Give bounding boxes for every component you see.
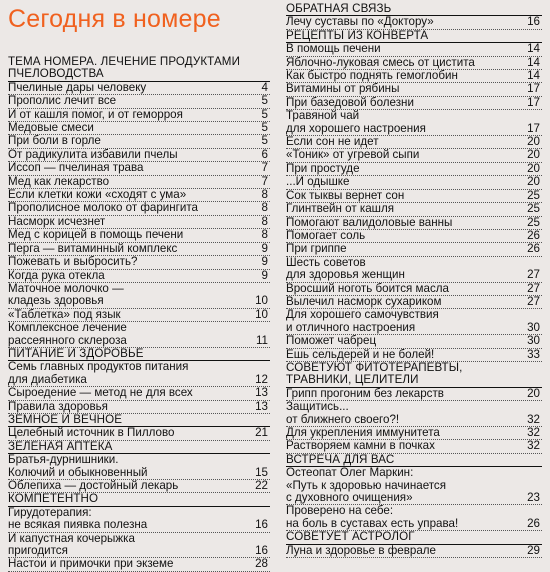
page-number: 33	[527, 347, 540, 361]
entry-title: Глинтвейн от кашля	[286, 202, 395, 216]
entry-title: Мед как лекарство	[8, 174, 110, 188]
entry-title: Целебный источник в Пиллово	[8, 426, 175, 440]
page-number: 16	[255, 518, 268, 532]
section-heading	[286, 3, 542, 16]
contents-entry[interactable]	[286, 70, 542, 83]
contents-entry[interactable]	[8, 361, 270, 387]
entry-title: кладезь здоровья	[8, 294, 104, 308]
section-heading	[8, 493, 270, 506]
entry-title: Яблочно-луковая смесь от цистита	[286, 55, 475, 69]
entry-title: Комплексное лечение	[8, 321, 127, 335]
section-heading-line: СОВЕТУЕТ АСТРОЛОГ	[286, 530, 415, 544]
page-number: 30	[527, 320, 540, 334]
entry-title: Защитись...	[286, 400, 349, 414]
contents-left-column	[8, 0, 270, 572]
entry-title: Шесть советов	[286, 255, 366, 269]
contents-entry[interactable]	[8, 309, 270, 322]
contents-entry[interactable]	[8, 176, 270, 189]
contents-entry[interactable]	[8, 401, 270, 414]
section-heading	[8, 414, 270, 427]
entry-title: Если клетки кожи «сходят с ума»	[8, 188, 187, 202]
entry-title: Растворяем камни в почках	[286, 439, 435, 453]
page-number: 27	[527, 294, 540, 308]
page-number: 6	[261, 147, 268, 161]
section-heading-line: РЕЦЕПТЫ ИЗ КОНВЕРТА	[286, 28, 429, 42]
page-number: 32	[527, 439, 540, 453]
contents-list-left	[8, 56, 270, 572]
entry-title: В помощь печени	[286, 42, 381, 56]
entry-title: для хорошего настроения	[286, 121, 426, 135]
entry-title: Правила здоровья	[8, 399, 108, 413]
entry-title: рассеянного склероза	[8, 333, 127, 347]
section-heading-line: СОВЕТУЮТ ФИТОТЕРАПЕВТЫ,	[286, 360, 463, 374]
entry-title: Настои и примочки при экземе	[8, 557, 174, 571]
contents-entry[interactable]	[286, 230, 542, 243]
entry-title: Если сон не идет	[286, 135, 379, 149]
page-title: Сегодня в номере	[8, 5, 221, 33]
page-number: 10	[255, 307, 268, 321]
contents-list-right	[286, 3, 542, 558]
entry-title: Для укрепления иммунитета	[286, 426, 440, 439]
contents-entry[interactable]	[286, 43, 542, 56]
page-number: 20	[527, 161, 540, 175]
contents-entry[interactable]	[8, 189, 270, 202]
page-number: 14	[527, 69, 540, 83]
contents-entry[interactable]	[8, 480, 270, 493]
page-number: 13	[255, 386, 268, 400]
contents-entry[interactable]	[286, 97, 542, 110]
section-heading	[286, 454, 542, 467]
page-number: 25	[527, 202, 540, 216]
contents-entry[interactable]	[8, 135, 270, 148]
contents-entry[interactable]	[8, 454, 270, 480]
contents-entry[interactable]	[286, 401, 542, 427]
contents-entry[interactable]	[8, 202, 270, 215]
page-number: 30	[527, 334, 540, 348]
contents-entry[interactable]	[286, 349, 542, 362]
entry-title: Для хорошего самочувствия	[286, 308, 439, 322]
entry-title: Луна и здоровье в феврале	[286, 543, 436, 557]
page-number: 7	[261, 174, 268, 188]
contents-entry[interactable]	[8, 243, 270, 256]
contents-entry[interactable]	[8, 162, 270, 175]
page-number: 17	[527, 121, 540, 135]
entry-title: «Путь к здоровью начинается	[286, 478, 447, 492]
contents-entry[interactable]	[286, 203, 542, 216]
entry-title: Прополис лечит все	[8, 94, 117, 108]
page-number: 8	[261, 201, 268, 215]
entry-title: Братья-дурнишники.	[8, 453, 119, 467]
page-number: 5	[261, 107, 268, 121]
contents-entry[interactable]	[8, 387, 270, 400]
section-heading	[286, 531, 542, 544]
contents-entry[interactable]	[8, 283, 270, 309]
entry-title: Вылечил насморк сухариком	[286, 294, 442, 308]
contents-entry[interactable]	[8, 558, 270, 571]
page-number: 16	[527, 15, 540, 29]
entry-title: Иссоп — пчелиная трава	[8, 161, 144, 175]
entry-title: При простуде	[286, 161, 360, 175]
contents-entry[interactable]	[286, 217, 542, 230]
page-number: 28	[255, 557, 268, 571]
entry-title: Проверено на себе:	[286, 504, 394, 518]
entry-title: При боли в горле	[8, 134, 101, 148]
page-number: 8	[261, 214, 268, 228]
entry-title: Витамины от рябины	[286, 82, 400, 96]
page-number: 21	[255, 426, 268, 440]
contents-entry[interactable]	[8, 109, 270, 122]
entry-title: Мед с корицей в помощь печени	[8, 228, 184, 242]
page-number: 20	[527, 148, 540, 162]
entry-title: Остеопат Олег Маркин:	[286, 466, 414, 480]
entry-title: При гриппе	[286, 242, 347, 256]
contents-entry[interactable]	[8, 322, 270, 348]
entry-title: для здоровья женщин	[286, 268, 405, 282]
page-number: 16	[255, 544, 268, 558]
contents-entry[interactable]	[8, 229, 270, 242]
page-number: 20	[527, 175, 540, 189]
section-heading-line: ТЕМА НОМЕРА. ЛЕЧЕНИЕ ПРОДУКТАМИ	[8, 55, 240, 68]
page-number: 22	[255, 479, 268, 492]
page-number: 7	[261, 161, 268, 175]
section-heading-line: ОБРАТНАЯ СВЯЗЬ	[286, 2, 392, 15]
entry-title: «Тоник» от угревой сыпи	[286, 148, 420, 162]
entry-title: При базедовой болезни	[286, 95, 414, 109]
contents-entry[interactable]	[8, 82, 270, 95]
page-number: 4	[261, 80, 268, 94]
entry-title: от ближнего своего?!	[286, 412, 400, 426]
page-number: 32	[527, 426, 540, 439]
contents-entry[interactable]	[286, 427, 542, 440]
page-number: 5	[261, 94, 268, 108]
page-number: 27	[527, 268, 540, 282]
contents-entry[interactable]	[8, 216, 270, 229]
entry-title: Ешь сельдерей и не болей!	[286, 347, 435, 361]
page-number: 20	[527, 386, 540, 400]
page-number: 26	[527, 516, 540, 530]
page-number: 17	[527, 95, 540, 109]
entry-title: Вросший ноготь боится масла	[286, 281, 449, 295]
contents-entry[interactable]	[286, 110, 542, 136]
contents-entry[interactable]	[286, 243, 542, 256]
page-number: 23	[527, 491, 540, 505]
section-heading-line: ЗЕМНОЕ И ВЕЧНОЕ	[8, 412, 123, 426]
section-heading	[8, 441, 270, 454]
entry-title: на боль в суставах есть управа!	[286, 516, 459, 530]
page-number: 26	[527, 242, 540, 256]
contents-entry[interactable]	[286, 136, 542, 149]
entry-title: Пожевать и выбросить?	[8, 255, 138, 269]
page-number: 32	[527, 412, 540, 426]
section-heading-line: ВСТРЕЧА ДЛЯ ВАС	[286, 452, 395, 466]
entry-title: Как быстро поднять гемоглобин	[286, 69, 458, 83]
contents-right-column	[286, 0, 542, 558]
section-heading-line: ПИТАНИЕ И ЗДОРОВЬЕ	[8, 346, 144, 360]
entry-title: Когда рука отекла	[8, 268, 105, 282]
entry-title: От радикулита избавили пчелы	[8, 147, 178, 161]
contents-entry[interactable]	[286, 335, 542, 348]
entry-title: для диабетика	[8, 372, 87, 386]
entry-title: пригодится	[8, 544, 68, 558]
contents-entry[interactable]	[286, 440, 542, 453]
entry-title: Помогает соль	[286, 228, 366, 242]
entry-title: Сыроедение — метод не для всех	[8, 386, 193, 400]
section-heading	[8, 56, 270, 82]
contents-entry[interactable]	[8, 149, 270, 162]
entry-title: И от кашля помог, и от геморроя	[8, 107, 183, 121]
entry-title: Поможет чабрец	[286, 334, 377, 348]
section-heading-line: ЗЕЛЕНАЯ АПТЕКА	[8, 439, 113, 453]
contents-entry[interactable]	[286, 467, 542, 505]
contents-entry[interactable]	[286, 505, 542, 531]
page-number: 15	[255, 465, 268, 479]
entry-title: Насморк исчезнет	[8, 214, 106, 228]
entry-title: с духовного очищения»	[286, 491, 413, 505]
section-heading	[8, 348, 270, 361]
contents-entry[interactable]	[8, 533, 270, 559]
entry-title: «Таблетка» под язык	[8, 307, 121, 321]
contents-entry[interactable]	[8, 507, 270, 533]
contents-entry[interactable]	[286, 309, 542, 335]
entry-title: Перга — витаминный комплекс	[8, 241, 178, 255]
page-number: 29	[527, 543, 540, 557]
entry-title: Маточное молочко —	[8, 281, 124, 295]
entry-title: И капустная кочерыжка	[8, 531, 135, 545]
entry-title: Прополисное молоко от фарингита	[8, 201, 199, 215]
contents-entry[interactable]	[286, 283, 542, 296]
entry-title: Сок тыквы вернет сон	[286, 188, 405, 202]
contents-entry[interactable]	[286, 149, 542, 162]
contents-entry[interactable]	[8, 270, 270, 283]
page-number: 26	[527, 228, 540, 242]
section-heading-line: ТРАВНИКИ, ЦЕЛИТЕЛИ	[286, 373, 419, 387]
page-number: 11	[255, 333, 268, 347]
contents-entry[interactable]	[286, 190, 542, 203]
page-number: 5	[261, 134, 268, 148]
contents-entry[interactable]	[286, 83, 542, 96]
contents-entry[interactable]	[286, 176, 542, 189]
contents-entry[interactable]	[286, 388, 542, 401]
entry-title: Помогают валидоловые ванны	[286, 215, 453, 229]
contents-entry[interactable]	[286, 163, 542, 176]
entry-title: не всякая пиявка полезна	[8, 518, 148, 532]
entry-title: Облепиха — достойный лекарь	[8, 479, 179, 492]
page-number: 8	[261, 228, 268, 242]
contents-entry[interactable]	[286, 57, 542, 70]
entry-title: Лечу суставы по «Доктору»	[286, 15, 434, 29]
section-heading	[286, 30, 542, 43]
contents-entry[interactable]	[8, 427, 270, 440]
entry-title: и отличного настроения	[286, 320, 416, 334]
entry-title: Пчелиные дары человеку	[8, 80, 147, 94]
page-number: 9	[261, 255, 268, 269]
entry-title: ...И одышке	[286, 175, 350, 189]
page-number: 14	[527, 55, 540, 69]
contents-entry[interactable]	[8, 122, 270, 135]
section-heading	[286, 362, 542, 388]
page-number: 20	[527, 135, 540, 149]
entry-title: Колючий и обыкновенный	[8, 465, 148, 479]
page-number: 5	[261, 121, 268, 135]
page-number: 10	[255, 294, 268, 308]
page-number: 17	[527, 82, 540, 96]
section-heading-line: ПЧЕЛОВОДСТВА	[8, 67, 104, 81]
section-heading-line: КОМПЕТЕНТНО	[8, 492, 99, 506]
entry-title: Травяной чай	[286, 109, 360, 123]
contents-entry[interactable]	[286, 296, 542, 309]
entry-title: Семь главных продуктов питания	[8, 360, 189, 374]
entry-title: Грипп прогоним без лекарств	[286, 386, 444, 400]
page-number: 27	[527, 281, 540, 295]
page-number: 14	[527, 42, 540, 56]
page-number: 25	[527, 188, 540, 202]
entry-title: Гирудотерапия:	[8, 505, 92, 519]
contents-entry[interactable]	[286, 545, 542, 558]
page-number: 12	[255, 372, 268, 386]
contents-entry[interactable]	[286, 257, 542, 283]
page-number: 25	[527, 215, 540, 229]
page-number: 13	[255, 399, 268, 413]
contents-entry[interactable]	[8, 256, 270, 269]
page-number: 9	[261, 268, 268, 282]
contents-entry[interactable]	[8, 95, 270, 108]
entry-title: Медовые смеси	[8, 121, 94, 135]
page-number: 9	[261, 241, 268, 255]
contents-entry[interactable]	[286, 16, 542, 29]
page-number: 8	[261, 188, 268, 202]
